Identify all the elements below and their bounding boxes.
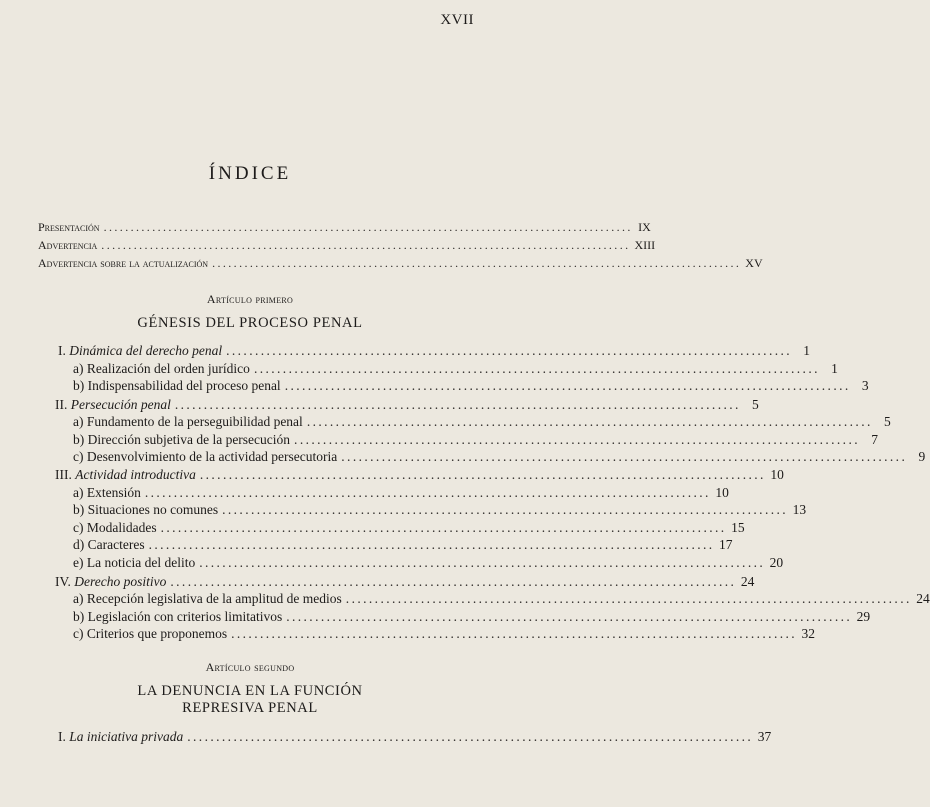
dot-leader: .................................................................................................. [101,238,631,252]
dot-leader: .................................................................................................. [306,414,873,429]
toc-section[interactable] [58,343,811,359]
dot-leader: .................................................................................................. [199,467,766,482]
subentry-label: a) Realización del orden jurídico [73,361,250,376]
dot-leader: .................................................................................................. [212,256,742,270]
subentry-label: a) Fundamento de la perseguibilidad penal [73,414,303,429]
subentry-label: a) Recepción legislativa de la amplitud de medios [73,591,342,606]
toc-entry-label: Advertencia sobre la actualización [38,256,209,270]
toc-entry[interactable] [38,256,763,271]
subentry-page: 32 [801,626,816,641]
toc-subentry[interactable] [73,449,926,465]
dot-leader: .................................................................................................. [286,609,853,624]
subentry-page: 29 [856,609,871,624]
dot-leader: .................................................................................................. [103,220,633,234]
subentry-page: 3 [861,378,869,393]
toc-entry-label: Presentación [38,220,100,234]
article-heading: GÉNESIS DEL PROCESO PENAL [137,315,363,331]
toc-entry-page: IX [638,220,651,234]
subentry-label: b) Indispensabilidad del proceso penal [73,378,281,393]
dot-leader: .................................................................................................. [226,343,793,358]
subentry-page: 9 [918,449,926,464]
toc-entry-page: XV [745,256,763,270]
toc-subentry[interactable] [73,485,729,501]
toc-entry[interactable] [38,220,651,235]
toc-section[interactable] [58,729,772,745]
section-title: IV. Derecho positivo [55,574,167,589]
toc-subentry[interactable] [73,609,871,625]
section-title: I. La iniciativa privada [58,729,184,744]
toc-subentry[interactable] [73,591,930,607]
section-title: III. Actividad introductiva [55,467,196,482]
dot-leader: .................................................................................................. [187,729,754,744]
section-page: 1 [803,343,811,358]
subentry-page: 17 [719,537,733,552]
dot-leader: .................................................................................................. [148,537,715,552]
dot-leader: .................................................................................................. [174,397,741,412]
subentry-page: 20 [769,555,784,570]
toc-subentry[interactable] [73,502,807,518]
subentry-label: d) Caracteres [73,537,145,552]
dot-leader: .................................................................................................. [231,626,798,641]
subentry-page: 24 [916,591,930,606]
page-number: XVII [440,12,474,28]
article-label: Artículo primero [206,292,294,306]
dot-leader: .................................................................................................. [294,432,860,447]
subentry-label: c) Modalidades [73,520,157,535]
toc-section[interactable] [55,397,759,413]
toc-subentry[interactable] [73,537,733,553]
subentry-page: 10 [715,485,729,500]
subentry-label: c) Criterios que proponemos [73,626,228,641]
section-title: II. Persecución penal [55,397,171,412]
toc-subentry[interactable] [73,555,784,571]
page-title: ÍNDICE [208,163,292,184]
section-title: I. Dinámica del derecho penal [58,343,223,358]
subentry-label: b) Legislación con criterios limitativos [73,609,283,624]
dot-leader: .................................................................................................. [170,574,737,589]
subentry-page: 5 [884,414,891,429]
subentry-page: 1 [831,361,838,376]
toc-entry-page: XIII [634,238,656,252]
section-page: 37 [757,729,772,744]
toc-subentry[interactable] [73,626,816,642]
dot-leader: .................................................................................................. [253,361,820,376]
section-page: 10 [770,467,784,482]
subentry-page: 7 [871,432,878,447]
toc-section[interactable] [55,467,784,483]
section-page: 5 [752,397,759,412]
subentry-label: b) Situaciones no comunes [73,502,219,517]
toc-subentry[interactable] [73,361,838,377]
subentry-label: e) La noticia del delito [73,555,196,570]
subentry-page: 15 [731,520,745,535]
toc-section[interactable] [55,574,755,590]
subentry-label: c) Desenvolvimiento de la actividad persecutoria [73,449,338,464]
dot-leader: .................................................................................................. [199,555,766,570]
article-label: Artículo segundo [205,660,295,674]
dot-leader: .................................................................................................. [284,378,851,393]
toc-subentry[interactable] [73,520,745,536]
subentry-label: b) Dirección subjetiva de la persecución [73,432,291,447]
toc-entry[interactable] [38,238,656,253]
toc-subentry[interactable] [73,414,891,430]
subentry-page: 13 [792,502,807,517]
article-heading-line1: LA DENUNCIA EN LA FUNCIÓN [137,683,363,699]
dot-leader: .................................................................................................. [222,502,789,517]
toc-subentry[interactable] [73,432,878,448]
dot-leader: .................................................................................................. [341,449,908,464]
article-heading-line2: REPRESIVA PENAL [182,700,318,716]
subentry-label: a) Extensión [73,485,141,500]
dot-leader: .................................................................................................. [345,591,912,606]
dot-leader: .................................................................................................. [144,485,711,500]
section-page: 24 [740,574,755,589]
toc-entry-label: Advertencia [38,238,98,252]
toc-subentry[interactable] [73,378,869,394]
dot-leader: .................................................................................................. [160,520,727,535]
